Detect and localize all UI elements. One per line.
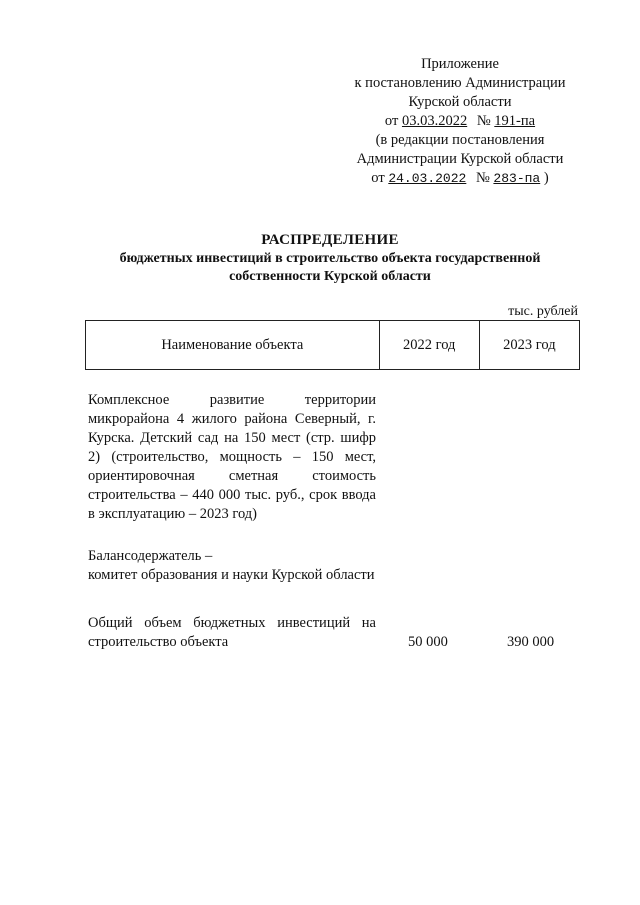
- column-header-2022: 2022 год: [380, 321, 480, 369]
- stamp-line-date-number: [330, 112, 590, 131]
- stamp-line-resolution: к постановлению Администрации: [354, 75, 566, 91]
- number2-label: №: [475, 170, 490, 186]
- edition-date: 24.03.2022: [388, 171, 467, 186]
- resolution-date: 03.03.2022: [401, 113, 468, 129]
- date2-prefix: от: [371, 170, 385, 186]
- total-investment-label: Общий объем бюджетных инвестиций на строительство объекта: [88, 615, 376, 650]
- stamp-line-appendix: Приложение: [421, 56, 499, 72]
- value-2023: 390 000: [507, 634, 555, 650]
- number-label: №: [476, 113, 491, 129]
- object-description: Комплексное развитие территории микрорайона 4 жилого района Северный, г. Курска. Детский сад на 150 мест (стр. шифр 2) (строительство, мощность – 150 мест, ориентировочная сметная стоимость строительства – 440 000 тыс. руб., срок ввода в эксплуатацию – 2023 год): [88, 392, 376, 522]
- stamp-line-edition: (в редакции постановления: [375, 132, 545, 148]
- document-title: [80, 231, 580, 286]
- title-main: РАСПРЕДЕЛЕНИЕ: [261, 232, 399, 248]
- balance-holder: [88, 547, 376, 585]
- title-subtitle-line1: бюджетных инвестиций в строительство объекта государственной: [119, 251, 541, 266]
- value-2022: 50 000: [408, 634, 448, 650]
- edition-number: 283-па: [493, 171, 541, 186]
- table-header: [85, 320, 580, 370]
- date-prefix: от: [384, 113, 399, 129]
- stamp-line-date-number-2: [330, 169, 590, 188]
- column-header-2023: 2023 год: [503, 336, 556, 353]
- balance-holder-label: Балансодержатель –: [88, 548, 213, 564]
- title-subtitle-line2: собственности Курской области: [229, 269, 431, 284]
- units-label: тыс. рублей: [508, 304, 578, 319]
- column-header-name: Наименование объекта: [86, 321, 380, 369]
- closing-paren: ): [543, 170, 549, 186]
- stamp-line-region: Курской области: [408, 94, 512, 110]
- stamp-line-administration: Администрации Курской области: [356, 151, 564, 167]
- resolution-number: 191-па: [494, 113, 536, 129]
- approval-stamp: [330, 55, 590, 188]
- balance-holder-name: комитет образования и науки Курской области: [88, 567, 375, 583]
